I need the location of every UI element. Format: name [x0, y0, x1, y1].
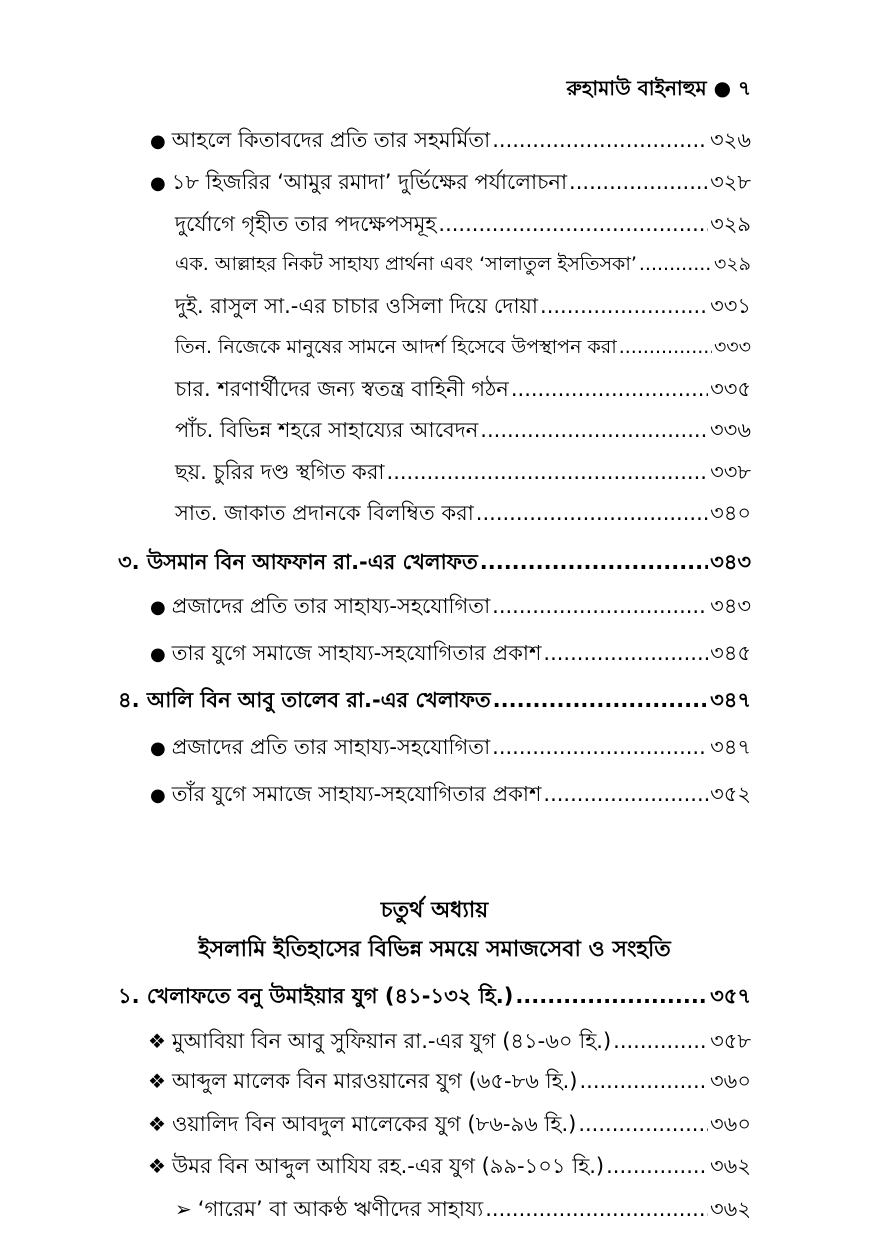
- dot-leader: [387, 460, 709, 485]
- toc-entry-page: ৩৩৩: [713, 336, 751, 358]
- toc-entry-text: ১. খেলাফতে বনু উমাইয়ার যুগ (৪১-১৩২ হি.): [118, 984, 514, 1008]
- four-diamond-icon: ❖: [148, 1069, 166, 1093]
- dot-leader: [579, 1069, 708, 1094]
- toc-entry: [175, 418, 751, 443]
- toc-entry-page: ৩৫৮: [710, 1029, 751, 1053]
- dot-leader: [492, 128, 708, 153]
- toc-entry: [175, 336, 751, 359]
- toc-entry: [175, 377, 751, 402]
- bullet-icon: ●: [150, 131, 166, 152]
- toc-section-heading: [118, 688, 751, 713]
- toc-entry-text: তিন. নিজেকে মানুষের সামনে আদর্শ হিসেবে উপস্থাপন করা: [175, 336, 617, 358]
- toc-entry-page: ৩৬০: [710, 1069, 751, 1093]
- toc-entry-page: ৩২৬: [710, 128, 751, 152]
- toc-entry-text: চার. শরণার্থীদের জন্য স্বতন্ত্র বাহিনী গঠন: [175, 377, 509, 401]
- toc-entry-page: ৩৪৩: [710, 594, 751, 618]
- toc-entry-text: ১৮ হিজরির ‘আমুর রমাদা’ দুর্ভিক্ষের পর্যালোচনা: [171, 170, 568, 194]
- toc-entry-text: দুর্যোগে গৃহীত তার পদক্ষেপসমূহ: [175, 212, 437, 236]
- toc-entry: [150, 641, 751, 666]
- toc-entry-text: উমর বিন আব্দুল আযিয রহ.-এর যুগ (৯৯-১০১ হি.): [171, 1154, 605, 1178]
- dot-leader: [639, 253, 712, 276]
- toc-entry-text: ৪. আলি বিন আবু তালেব রা.-এর খেলাফত: [118, 688, 491, 712]
- toc-entry-page: ৩৪৭: [710, 688, 751, 712]
- toc-entry-page: ৩৫২: [710, 782, 751, 806]
- toc-entry-page: ৩৩৫: [710, 377, 751, 401]
- toc-entry-page: ৩২৯: [713, 253, 751, 275]
- toc-entry-text: তার যুগে সমাজে সাহায্য-সহযোগিতার প্রকাশ: [171, 641, 542, 665]
- toc-entry-text: সাত. জাকাত প্রদানকে বিলম্বিত করা: [175, 501, 474, 525]
- toc-entry-page: ৩২৮: [710, 170, 751, 194]
- toc-entry: [175, 294, 751, 319]
- toc-entry: [175, 1197, 751, 1222]
- dot-leader: [511, 377, 708, 402]
- toc-entry-page: ৩৫৭: [710, 984, 751, 1008]
- toc-entry-text: প্রজাদের প্রতি তার সাহায্য-সহযোগিতা: [171, 594, 491, 618]
- dot-leader: [476, 501, 708, 526]
- toc-entry: [148, 1029, 751, 1054]
- toc-entry-page: ৩৬০: [710, 1112, 751, 1136]
- toc-entry: [150, 128, 751, 153]
- dot-leader: [606, 1154, 708, 1179]
- dot-leader: [515, 984, 708, 1009]
- dot-leader: [543, 641, 708, 666]
- toc-entry-text: ওয়ালিদ বিন আবদুল মালেকের যুগ (৮৬-৯৬ হি.): [171, 1112, 577, 1136]
- chapter-label: চতুর্থ অধ্যায়: [380, 898, 489, 923]
- toc-entry-text: তাঁর যুগে সমাজে সাহায্য-সহযোগিতার প্রকাশ: [171, 782, 542, 806]
- chapter-title: ইসলামি ইতিহাসের বিভিন্ন সময়ে সমাজসেবা ও সংহতি: [198, 937, 671, 962]
- dot-leader: [578, 1112, 708, 1137]
- dot-leader: [492, 594, 708, 619]
- toc-entry: [148, 1069, 751, 1094]
- toc-entry-text: ‘গারেম’ বা আকণ্ঠ ঋণীদের সাহায্য: [197, 1197, 484, 1221]
- bullet-icon: ●: [150, 644, 166, 665]
- dot-leader: [485, 1197, 708, 1222]
- toc-entry-text: এক. আল্লাহর নিকট সাহায্য প্রার্থনা এবং ‘সালাতুল ইসতিসকা’: [175, 253, 637, 275]
- toc-entry-page: ৩৩১: [710, 294, 751, 318]
- toc-entry-text: আহলে কিতাবদের প্রতি তার সহমর্মিতা: [171, 128, 491, 152]
- toc-entry-page: ৩৪৭: [710, 735, 751, 759]
- dot-leader: [493, 688, 708, 713]
- toc-entry-page: ৩৪৩: [710, 550, 751, 574]
- toc-entry: [150, 782, 751, 807]
- toc-entry-page: ৩৩৬: [710, 418, 751, 442]
- dot-leader: [619, 336, 712, 359]
- toc-entry: [175, 501, 751, 526]
- dot-leader: [569, 170, 708, 195]
- toc-entry-text: দুই. রাসুল সা.-এর চাচার ওসিলা দিয়ে দোয়া: [175, 294, 539, 318]
- four-diamond-icon: ❖: [148, 1112, 166, 1136]
- toc-entry-page: ৩৬২: [710, 1197, 751, 1221]
- toc-entry: [148, 1112, 751, 1137]
- bullet-icon: ●: [150, 738, 166, 759]
- running-header: [567, 74, 751, 107]
- dot-leader: [540, 294, 708, 319]
- four-diamond-icon: ❖: [148, 1154, 166, 1178]
- toc-entry-text: ৩. উসমান বিন আফফান রা.-এর খেলাফত: [118, 550, 478, 574]
- toc-entry: [150, 170, 751, 195]
- dot-leader: [480, 418, 708, 443]
- toc-entry-text: মুআবিয়া বিন আবু সুফিয়ান রা.-এর যুগ (৪১-৬০ হি.): [171, 1029, 612, 1053]
- dot-leader: [543, 782, 708, 807]
- toc-entry: [175, 212, 751, 237]
- toc-entry: [175, 253, 751, 276]
- header-separator: ●: [713, 76, 732, 100]
- dot-leader: [492, 735, 708, 760]
- toc-entry: [175, 460, 751, 485]
- bullet-icon: ●: [150, 597, 166, 618]
- toc-entry-page: ৩৪৫: [710, 641, 751, 665]
- header-page-number: ৭: [737, 76, 751, 100]
- toc-section-heading: [118, 550, 751, 575]
- bullet-icon: ●: [150, 173, 166, 194]
- toc-entry: [148, 1154, 751, 1179]
- bullet-icon: ●: [150, 785, 166, 806]
- toc-entry-text: ছয়. চুরির দণ্ড স্থগিত করা: [175, 460, 385, 484]
- four-diamond-icon: ❖: [148, 1029, 166, 1053]
- dot-leader: [480, 550, 708, 575]
- toc-entry-page: ৩৪০: [710, 501, 751, 525]
- toc-entry-text: পাঁচ. বিভিন্ন শহরে সাহায্যের আবেদন: [175, 418, 479, 442]
- toc-entry: [150, 735, 751, 760]
- header-title: রুহামাউ বাইনাহুম: [566, 76, 707, 100]
- dot-leader: [438, 212, 708, 237]
- toc-entry-page: ৩২৯: [710, 212, 751, 236]
- toc-entry-text: প্রজাদের প্রতি তার সাহায্য-সহযোগিতা: [171, 735, 491, 759]
- arrowhead-icon: ➢: [175, 1197, 192, 1221]
- dot-leader: [613, 1029, 708, 1054]
- toc-entry-page: ৩৬২: [710, 1154, 751, 1178]
- toc-entry: [150, 594, 751, 619]
- toc-section-heading: [118, 984, 751, 1009]
- toc-entry-text: আব্দুল মালেক বিন মারওয়ানের যুগ (৬৫-৮৬ হি.): [171, 1069, 578, 1093]
- toc-entry-page: ৩৩৮: [710, 460, 751, 484]
